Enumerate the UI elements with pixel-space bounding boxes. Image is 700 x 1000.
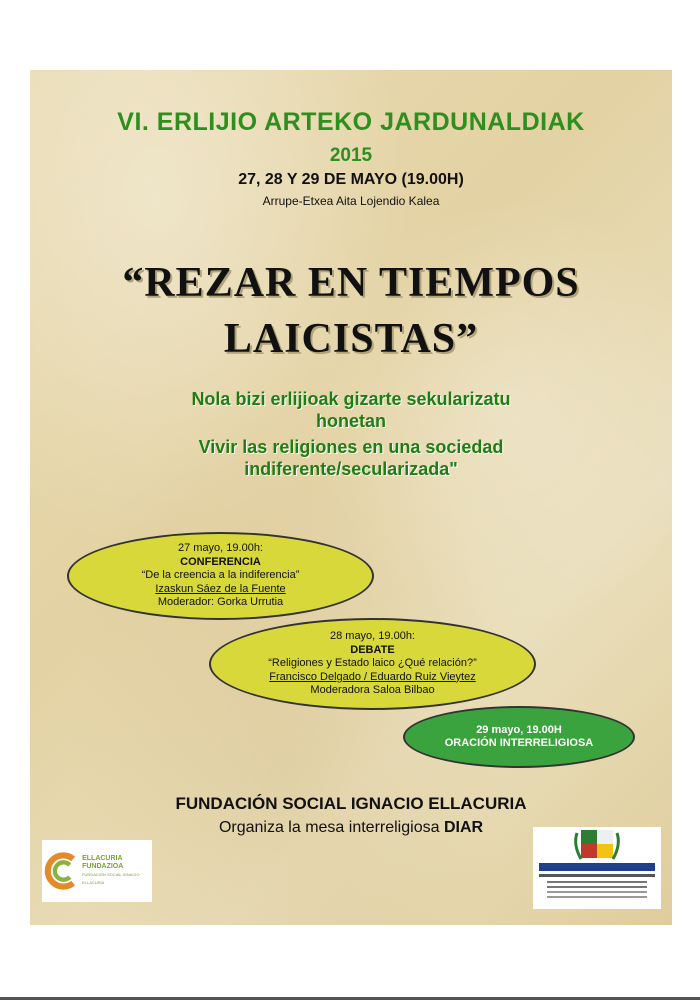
logo-text-line2: FUNDAZIOA xyxy=(82,863,124,870)
ellacuria-logo xyxy=(42,840,152,902)
subtitle-spanish-line2: indiferente/secularizada" xyxy=(244,459,458,479)
main-title-line1: “REZAR EN TIEMPOS xyxy=(122,260,580,306)
main-title xyxy=(30,255,672,367)
event-speakers: Izaskun Sáez de la Fuente xyxy=(155,582,286,595)
event-type: CONFERENCIA xyxy=(180,555,261,568)
subtitle-basque xyxy=(30,388,672,432)
subtitle-spanish-line1: Vivir las religiones en una sociedad xyxy=(198,437,504,457)
logo-text-line1: ELLACURIA xyxy=(82,855,123,862)
basque-government-emblem-icon xyxy=(533,827,661,909)
subtitle-basque-line2: honetan xyxy=(316,411,386,431)
event-dates: 27, 28 Y 29 DE MAYO (19.00H) xyxy=(238,171,464,188)
event-series-title: VI. ERLIJIO ARTEKO JARDUNALDIAK xyxy=(117,108,585,136)
event-title: “De la creencia a la indiferencia” xyxy=(141,569,300,582)
event-title: “Religiones y Estado laico ¿Qué relación?” xyxy=(268,657,477,670)
organizer-diar: DIAR xyxy=(443,819,484,836)
event-year: 2015 xyxy=(329,145,373,166)
main-title-line2: LAICISTAS” xyxy=(223,316,479,362)
event-conference-ellipse xyxy=(67,532,374,620)
basque-government-logo xyxy=(533,827,661,909)
event-prayer-ellipse xyxy=(403,706,635,768)
event-date: 29 mayo, 19.00H xyxy=(476,723,562,736)
ellacuria-logo-text xyxy=(82,855,152,887)
logo-text-line3: FUNDACIÓN SOCIAL IGNACIO ELLACURIA xyxy=(82,872,140,885)
event-moderator: Moderadora Saloa Bilbao xyxy=(310,684,435,697)
subtitle-basque-line1: Nola bizi erlijioak gizarte sekularizatu xyxy=(191,389,511,409)
subtitle-spanish xyxy=(30,436,672,480)
event-type: ORACIÓN INTERRELIGIOSA xyxy=(444,737,594,749)
ellacuria-logo-icon xyxy=(42,849,80,893)
organizer-text: Organiza la mesa interreligiosa xyxy=(218,819,440,836)
event-speakers: Francisco Delgado / Eduardo Ruiz Vieytez xyxy=(269,670,476,683)
event-type: DEBATE xyxy=(350,643,395,656)
event-moderator: Moderador: Gorka Urrutia xyxy=(157,596,284,609)
organization-name: FUNDACIÓN SOCIAL IGNACIO ELLACURIA xyxy=(175,794,527,813)
event-venue: Arrupe-Etxea Aita Lojendio Kalea xyxy=(262,194,440,208)
event-debate-ellipse xyxy=(209,618,536,710)
event-date: 27 mayo, 19.00h: xyxy=(177,542,263,555)
event-date: 28 mayo, 19.00h: xyxy=(329,630,415,643)
poster xyxy=(30,70,672,925)
